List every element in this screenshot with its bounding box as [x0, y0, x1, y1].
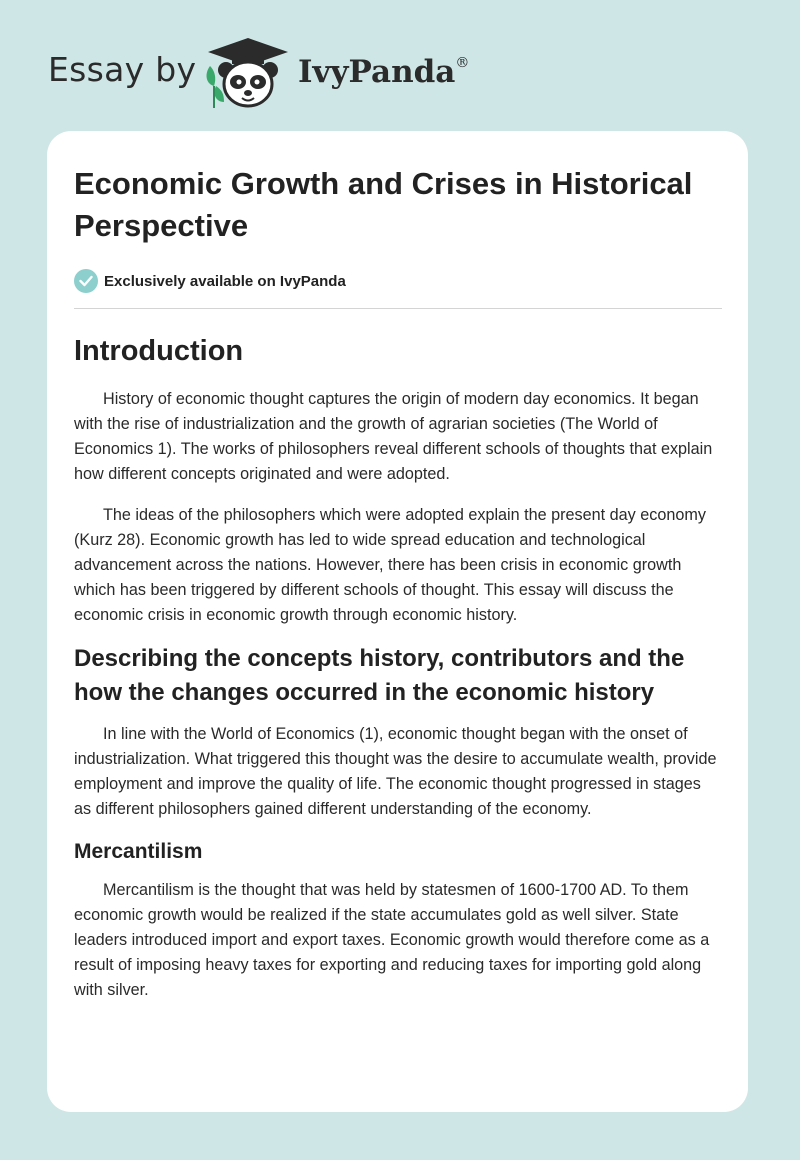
brand-name: IvyPanda	[298, 54, 456, 90]
brand-logo[interactable]	[298, 54, 469, 90]
page-title: Economic Growth and Crises in Historical Perspective	[74, 166, 693, 243]
section-heading-history: Describing the concepts history, contributors and the how the changes occurred in the economic history	[74, 645, 685, 706]
section-heading-introduction: Introduction	[74, 335, 244, 367]
panda-graduate-icon[interactable]	[202, 36, 294, 112]
paragraph: In line with the World of Economics (1), economic thought began with the onset of industrialization. What triggered this thought was the desire to accumulate wealth, provide employment and improve the quality of life. The economic thought progressed in stages as different philosophers gained different understanding of the economy.	[74, 725, 717, 818]
paragraph: Mercantilism is the thought that was held by statesmen of 1600-1700 AD. To them economic growth would be realized if the state accumulates gold as well silver. State leaders introduced import and export taxes. Economic growth would therefore come as a result of imposing heavy taxes for exporting and reducing taxes for importing gold along with silver.	[74, 881, 710, 999]
check-icon	[74, 269, 98, 293]
essay-by-label: Essay by	[48, 50, 197, 89]
paragraph: History of economic thought captures the origin of modern day economics. It began with the rise of industrialization and the growth of agrarian societies (The World of Economics 1). The works of philosophers reveal different schools of thoughts that explain how different concepts originated and were adopted.	[74, 390, 713, 483]
registered-mark: ®	[455, 54, 470, 71]
divider	[74, 308, 722, 309]
exclusive-label: Exclusively available on IvyPanda	[104, 272, 346, 290]
essay-card	[47, 131, 748, 1112]
section-heading-mercantilism: Mercantilism	[74, 840, 203, 863]
site-header	[48, 36, 748, 116]
exclusive-badge	[74, 269, 722, 293]
paragraph: The ideas of the philosophers which were adopted explain the present day economy (Kurz 28). Economic growth has led to wide spread education and technological advancement across the nations. However, there has been crisis in economic growth which has been triggered by different schools of thought. This essay will discuss the economic crisis in economic growth through economic history.	[74, 506, 706, 624]
